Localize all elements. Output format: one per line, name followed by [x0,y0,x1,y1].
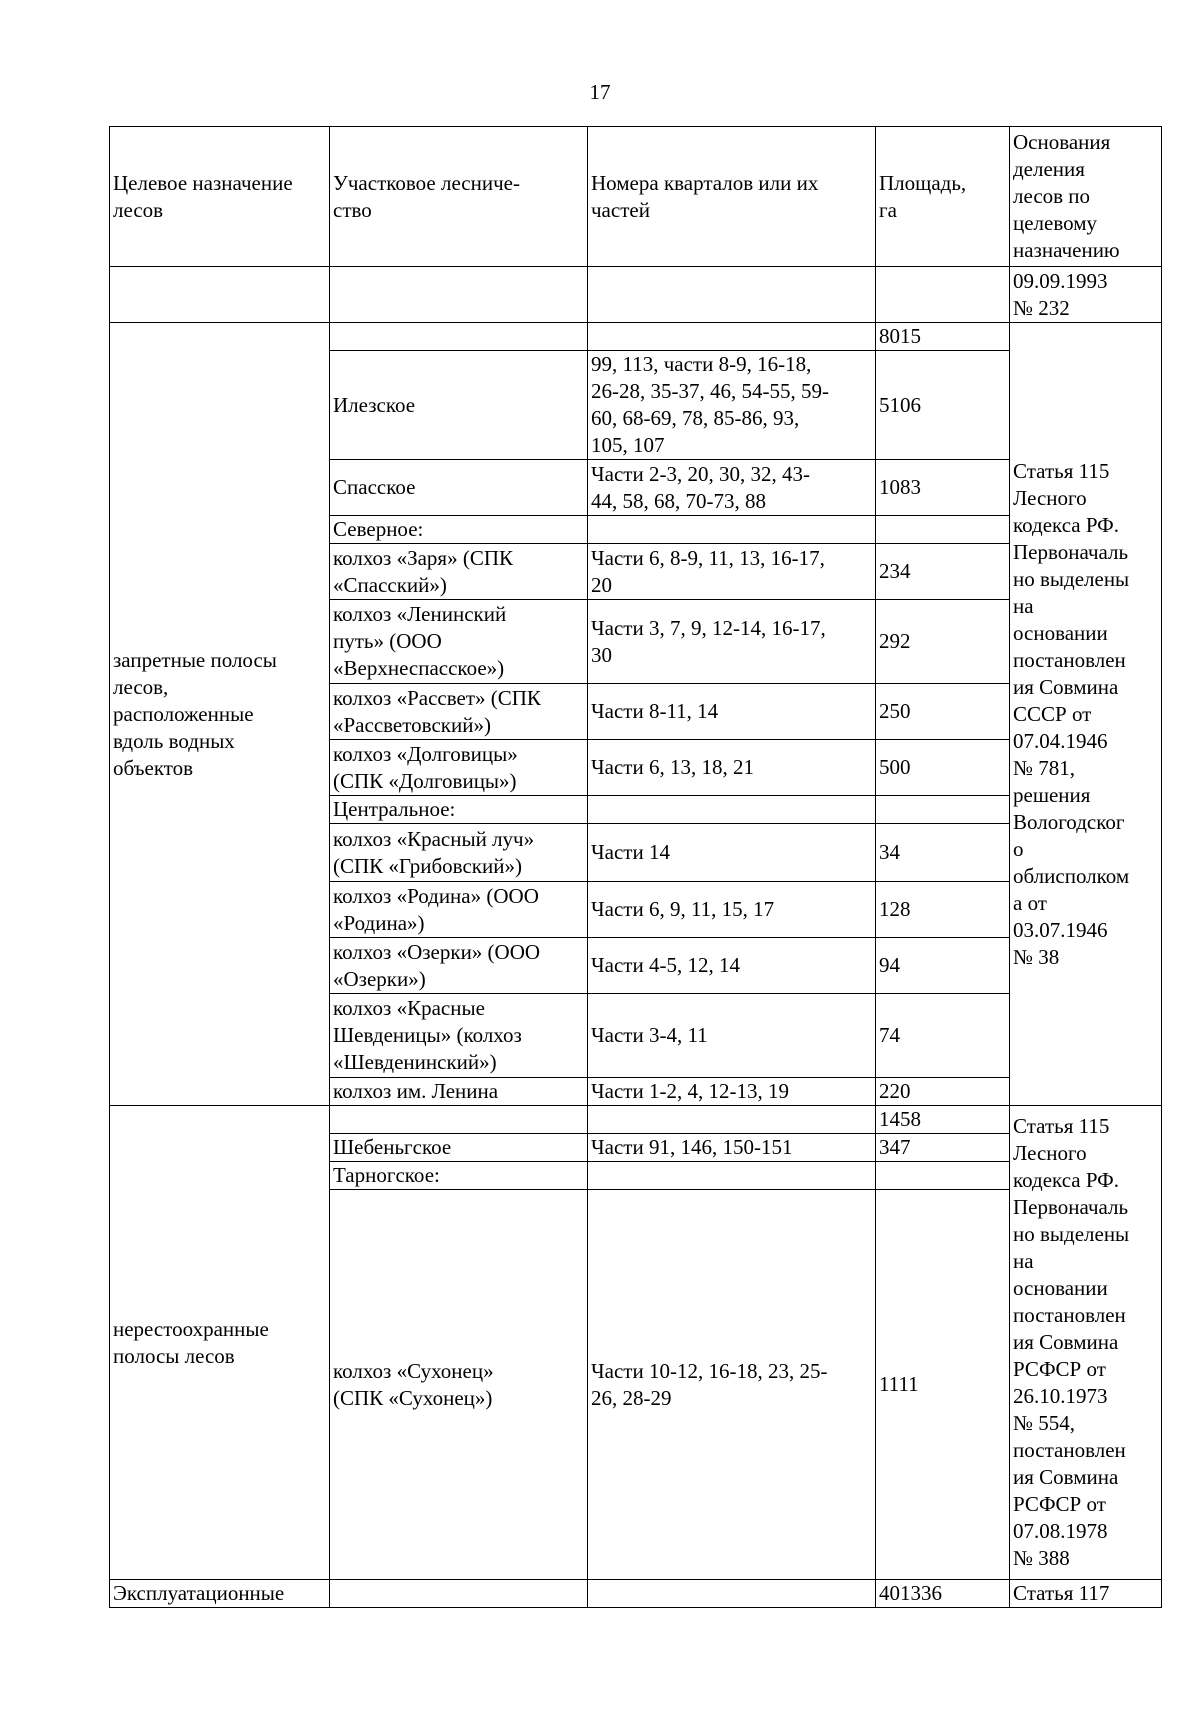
section3-basis: Статья 117 [1010,1580,1162,1608]
cell-area: 34 [876,824,1010,882]
page-number: 17 [589,80,611,104]
cell-forestry [330,1580,588,1608]
section2-basis: Статья 115 Лесного кодекса РФ. Первоначаль но выделены на основании постановлен ия Совмина РСФСР от 26.10.1973 № 554, постановлен ия Совмина РСФСР от 07.08.1978 № 388 [1010,1106,1162,1580]
cell-area: 234 [876,544,1010,600]
section1-total-area: 8015 [876,323,1010,351]
cell-quarters [588,267,876,323]
cell-quarters: Части 91, 146, 150-151 [588,1134,876,1162]
cell-area: 250 [876,684,1010,740]
cell-quarters [588,516,876,544]
header-quarters: Номера кварталов или их частей [588,127,876,267]
cell-forestry: колхоз «Ленинский путь» (ООО «Верхнеспасское») [330,600,588,684]
cell-area [876,516,1010,544]
cell-forestry: Шебеньгское [330,1134,588,1162]
cell-quarters: Части 6, 13, 18, 21 [588,740,876,796]
section3-area: 401336 [876,1580,1010,1608]
cell-quarters: Части 6, 9, 11, 15, 17 [588,882,876,938]
cell-forestry: Центральное: [330,796,588,824]
cell-area [876,1162,1010,1190]
cell-forestry: колхоз «Сухонец» (СПК «Сухонец») [330,1190,588,1580]
cell-forestry [330,323,588,351]
cell-quarters: Части 14 [588,824,876,882]
cell-area: 347 [876,1134,1010,1162]
section2-total-area: 1458 [876,1106,1010,1134]
table-row [110,267,1162,323]
cell-quarters: Части 3, 7, 9, 12-14, 16-17, 30 [588,600,876,684]
header-forestry: Участковое лесниче- ство [330,127,588,267]
cell-quarters [588,1162,876,1190]
cell-area: 292 [876,600,1010,684]
cell-forestry: Северное: [330,516,588,544]
table-row [110,323,1162,351]
cell-forestry: колхоз «Заря» (СПК «Спасский») [330,544,588,600]
cell-forestry: колхоз «Рассвет» (СПК «Рассветовский») [330,684,588,740]
cell-quarters: Части 6, 8-9, 11, 13, 16-17, 20 [588,544,876,600]
cell-quarters [588,796,876,824]
cell-basis: 09.09.1993 № 232 [1010,267,1162,323]
table-row [110,1106,1162,1134]
cell-area [876,267,1010,323]
cell-quarters [588,1106,876,1134]
cell-forestry: колхоз «Родина» (ООО «Родина») [330,882,588,938]
section1-purpose: запретные полосы лесов, расположенные вдоль водных объектов [110,323,330,1106]
cell-forestry: колхоз «Красные Шевденицы» (колхоз «Шевденинский») [330,994,588,1078]
table-header-row [110,127,1162,267]
header-basis: Основания деления лесов по целевому назначению [1010,127,1162,267]
cell-forestry [330,1106,588,1134]
cell-forestry: колхоз «Озерки» (ООО «Озерки») [330,938,588,994]
section3-purpose: Эксплуатационные [110,1580,330,1608]
cell-quarters: Части 2-3, 20, 30, 32, 43- 44, 58, 68, 70-73, 88 [588,460,876,516]
cell-area: 128 [876,882,1010,938]
cell-quarters: Части 8-11, 14 [588,684,876,740]
header-area: Площадь, га [876,127,1010,267]
cell-area: 1083 [876,460,1010,516]
cell-purpose [110,267,330,323]
cell-forestry [330,267,588,323]
cell-area: 94 [876,938,1010,994]
cell-forestry: Спасское [330,460,588,516]
cell-area [876,796,1010,824]
section1-basis: Статья 115 Лесного кодекса РФ. Первоначаль но выделены на основании постановлен ия Совмина СССР от 07.04.1946 № 781, решения Вологодског о облисполком а от 03.07.1946 № 38 [1010,323,1162,1106]
cell-area: 74 [876,994,1010,1078]
cell-area: 220 [876,1078,1010,1106]
forest-purpose-table [109,126,1162,1608]
cell-forestry: колхоз «Красный луч» (СПК «Грибовский») [330,824,588,882]
cell-quarters [588,1580,876,1608]
cell-area: 500 [876,740,1010,796]
cell-quarters: 99, 113, части 8-9, 16-18, 26-28, 35-37, 46, 54-55, 59- 60, 68-69, 78, 85-86, 93, 105, 107 [588,351,876,460]
cell-forestry: колхоз им. Ленина [330,1078,588,1106]
cell-quarters [588,323,876,351]
cell-forestry: колхоз «Долговицы» (СПК «Долговицы») [330,740,588,796]
cell-area: 5106 [876,351,1010,460]
section2-purpose: нерестоохранные полосы лесов [110,1106,330,1580]
table-row [110,1580,1162,1608]
cell-forestry: Тарногское: [330,1162,588,1190]
cell-quarters: Части 10-12, 16-18, 23, 25- 26, 28-29 [588,1190,876,1580]
cell-area: 1111 [876,1190,1010,1580]
cell-forestry: Илезское [330,351,588,460]
cell-quarters: Части 3-4, 11 [588,994,876,1078]
cell-quarters: Части 1-2, 4, 12-13, 19 [588,1078,876,1106]
header-purpose: Целевое назначение лесов [110,127,330,267]
cell-quarters: Части 4-5, 12, 14 [588,938,876,994]
